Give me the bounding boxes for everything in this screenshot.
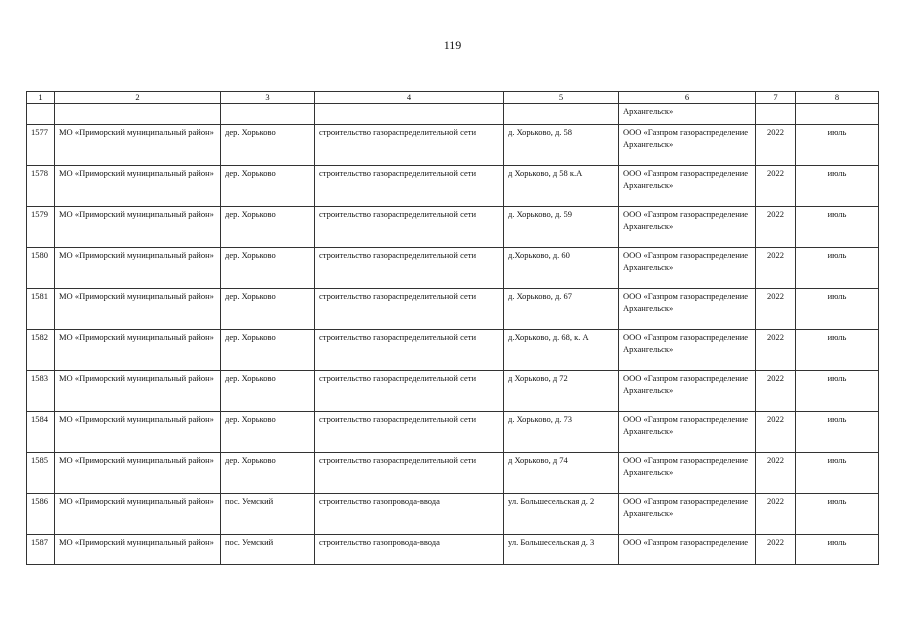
column-header: 5 — [504, 92, 619, 104]
cell-operator: ООО «Газпром газораспределение Архангельск» — [619, 330, 756, 371]
cell-num: 1579 — [27, 207, 55, 248]
cell-address: д. Хорьково, д. 58 — [504, 125, 619, 166]
cell-year: 2022 — [756, 207, 796, 248]
cell-work: строительство газораспределительной сети — [315, 289, 504, 330]
table-row — [27, 412, 879, 453]
cell-district: МО «Приморский муниципальный район» — [55, 453, 221, 494]
cell-address: д. Хорьково, д. 67 — [504, 289, 619, 330]
cell-work: строительство газораспределительной сети — [315, 412, 504, 453]
cell-settlement: пос. Уемский — [221, 535, 315, 565]
cell-year — [756, 104, 796, 125]
cell-settlement: дер. Хорьково — [221, 166, 315, 207]
column-header: 3 — [221, 92, 315, 104]
cell-district: МО «Приморский муниципальный район» — [55, 535, 221, 565]
cell-year: 2022 — [756, 166, 796, 207]
continuation-row — [27, 104, 879, 125]
cell-operator: ООО «Газпром газораспределение Архангельск» — [619, 166, 756, 207]
cell-work: строительство газораспределительной сети — [315, 371, 504, 412]
cell-settlement: дер. Хорьково — [221, 371, 315, 412]
cell-work — [315, 104, 504, 125]
cell-work: строительство газораспределительной сети — [315, 453, 504, 494]
cell-operator: ООО «Газпром газораспределение Архангельск» — [619, 289, 756, 330]
cell-address: д. Хорьково, д. 73 — [504, 412, 619, 453]
cell-month: июль — [796, 330, 879, 371]
cell-year: 2022 — [756, 371, 796, 412]
cell-num — [27, 104, 55, 125]
cell-work: строительство газопровода-ввода — [315, 535, 504, 565]
cell-address: ул. Большесельская д. 2 — [504, 494, 619, 535]
cell-settlement: дер. Хорьково — [221, 207, 315, 248]
cell-month: июль — [796, 289, 879, 330]
column-header-row — [27, 92, 879, 104]
cell-address: д Хорьково, д 72 — [504, 371, 619, 412]
cell-district: МО «Приморский муниципальный район» — [55, 289, 221, 330]
cell-address: д Хорьково, д 74 — [504, 453, 619, 494]
cell-month: июль — [796, 125, 879, 166]
cell-settlement: дер. Хорьково — [221, 412, 315, 453]
cell-num: 1583 — [27, 371, 55, 412]
cell-work: строительство газораспределительной сети — [315, 248, 504, 289]
cell-year: 2022 — [756, 412, 796, 453]
table-row — [27, 330, 879, 371]
cell-month: июль — [796, 371, 879, 412]
cell-district: МО «Приморский муниципальный район» — [55, 166, 221, 207]
cell-num: 1585 — [27, 453, 55, 494]
column-header: 6 — [619, 92, 756, 104]
cell-month — [796, 104, 879, 125]
cell-address: ул. Большесельская д. 3 — [504, 535, 619, 565]
cell-operator: ООО «Газпром газораспределение Архангельск» — [619, 207, 756, 248]
cell-settlement: пос. Уемский — [221, 494, 315, 535]
table-row — [27, 494, 879, 535]
cell-num: 1586 — [27, 494, 55, 535]
register-table — [26, 91, 879, 565]
column-header: 1 — [27, 92, 55, 104]
cell-num: 1578 — [27, 166, 55, 207]
cell-address: д. Хорьково, д. 59 — [504, 207, 619, 248]
table-row — [27, 453, 879, 494]
cell-operator: ООО «Газпром газораспределение Архангельск» — [619, 412, 756, 453]
cell-operator: ООО «Газпром газораспределение Архангельск» — [619, 248, 756, 289]
cell-operator: ООО «Газпром газораспределение Архангельск» — [619, 125, 756, 166]
cell-year: 2022 — [756, 330, 796, 371]
cell-num: 1581 — [27, 289, 55, 330]
cell-district: МО «Приморский муниципальный район» — [55, 330, 221, 371]
table-row — [27, 535, 879, 565]
cell-year: 2022 — [756, 453, 796, 494]
cell-num: 1587 — [27, 535, 55, 565]
cell-district: МО «Приморский муниципальный район» — [55, 125, 221, 166]
cell-work: строительство газораспределительной сети — [315, 207, 504, 248]
cell-settlement: дер. Хорьково — [221, 125, 315, 166]
cell-district — [55, 104, 221, 125]
cell-year: 2022 — [756, 248, 796, 289]
cell-month: июль — [796, 453, 879, 494]
cell-year: 2022 — [756, 125, 796, 166]
cell-settlement: дер. Хорьково — [221, 289, 315, 330]
cell-address: д Хорьково, д 58 к.А — [504, 166, 619, 207]
cell-address: д.Хорьково, д. 60 — [504, 248, 619, 289]
table-row — [27, 248, 879, 289]
cell-month: июль — [796, 166, 879, 207]
cell-num: 1577 — [27, 125, 55, 166]
cell-work: строительство газораспределительной сети — [315, 125, 504, 166]
cell-work: строительство газораспределительной сети — [315, 330, 504, 371]
cell-operator: ООО «Газпром газораспределение Архангельск» — [619, 453, 756, 494]
cell-year: 2022 — [756, 535, 796, 565]
cell-settlement: дер. Хорьково — [221, 330, 315, 371]
cell-month: июль — [796, 535, 879, 565]
cell-district: МО «Приморский муниципальный район» — [55, 494, 221, 535]
column-header: 7 — [756, 92, 796, 104]
column-header: 8 — [796, 92, 879, 104]
cell-month: июль — [796, 494, 879, 535]
cell-year: 2022 — [756, 494, 796, 535]
cell-operator: Архангельск» — [619, 104, 756, 125]
page-number: 119 — [443, 38, 462, 52]
table-row — [27, 166, 879, 207]
cell-address — [504, 104, 619, 125]
cell-operator: ООО «Газпром газораспределение Архангельск» — [619, 494, 756, 535]
cell-settlement — [221, 104, 315, 125]
cell-district: МО «Приморский муниципальный район» — [55, 412, 221, 453]
cell-month: июль — [796, 412, 879, 453]
cell-district: МО «Приморский муниципальный район» — [55, 371, 221, 412]
cell-month: июль — [796, 207, 879, 248]
cell-address: д.Хорьково, д. 68, к. А — [504, 330, 619, 371]
cell-year: 2022 — [756, 289, 796, 330]
table-row — [27, 371, 879, 412]
cell-district: МО «Приморский муниципальный район» — [55, 248, 221, 289]
table-row — [27, 207, 879, 248]
cell-work: строительство газопровода-ввода — [315, 494, 504, 535]
cell-work: строительство газораспределительной сети — [315, 166, 504, 207]
table-row — [27, 289, 879, 330]
table-row — [27, 125, 879, 166]
column-header: 2 — [55, 92, 221, 104]
cell-operator: ООО «Газпром газораспределение — [619, 535, 756, 565]
cell-month: июль — [796, 248, 879, 289]
cell-district: МО «Приморский муниципальный район» — [55, 207, 221, 248]
cell-operator: ООО «Газпром газораспределение Архангельск» — [619, 371, 756, 412]
cell-num: 1584 — [27, 412, 55, 453]
column-header: 4 — [315, 92, 504, 104]
cell-num: 1580 — [27, 248, 55, 289]
cell-settlement: дер. Хорьково — [221, 453, 315, 494]
cell-settlement: дер. Хорьково — [221, 248, 315, 289]
cell-num: 1582 — [27, 330, 55, 371]
